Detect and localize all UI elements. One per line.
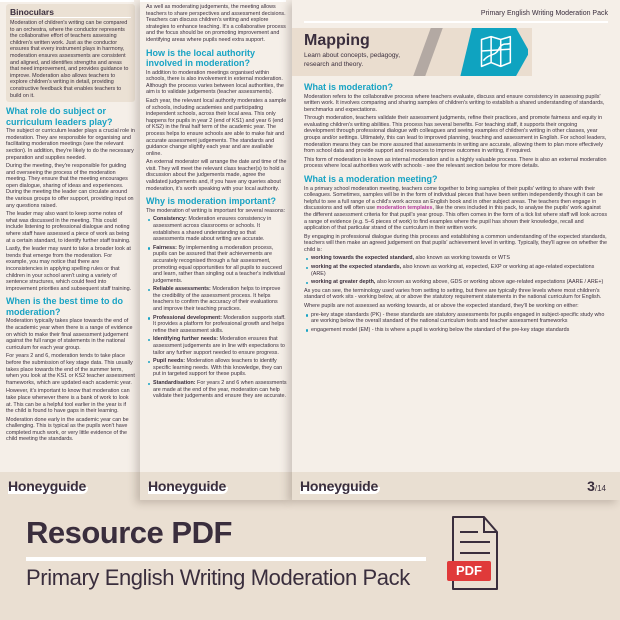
list-item: Reliable assessments: Moderation helps to improve the credibility of the assessment process. It helps teachers to confirm the accuracy of their evaluations and improve their teaching practices.	[148, 286, 287, 312]
paragraph: In a primary school moderation meeting, teachers come together to bring samples of their pupils' writing to share with their colleagues. Sometimes, samples will be in the form of individual pieces that have been written independently though it can be helpful to see a full range of a child's work across an English book and in other subject areas. The teachers then engage in discussions and will often use moderation templates, like the ones included in this pack, to analyse the pupils' work against the different assessment criteria for that pupil's year group. This often comes in the form of a tick list where staff will look across a range of evidence (e.g. 5–6 pieces of work) to find examples where the pupil has shown their knowledge, recall and application of that particular strand of the curriculum in their written work.	[304, 185, 608, 232]
list-item: Consistency: Moderation ensures consistency in assessment across classrooms or schools. It establishes a shared understanding so that assessments made about writing are accurate.	[148, 216, 287, 242]
heading: Why is moderation important?	[146, 196, 277, 207]
list-item: Standardisation: For years 2 and 6 when assessments are made at the end of the year, moderation can help validate their judgements and ensure they are accurate.	[148, 380, 287, 400]
list-item: working towards the expected standard, also known as working towards or WTS	[306, 255, 608, 262]
paragraph: The moderation of writing is important for several reasons:	[146, 207, 286, 214]
paragraph: During the meeting, they're responsible for guiding and overseeing the process of the moderation meeting. They ensure that the meeting encourages open dialogue, sharing of ideas and experiences. During the meeting the leader can circulate around the various groups to offer support, providing input on any questions raised.	[6, 163, 134, 209]
paragraph: As you can see, the terminology used varies from setting to setting, but there are typically three levels where most children's standard of work sits - working below, at or above the statutory requirement statements in the national curriculum for English.	[304, 287, 602, 301]
caption-divider	[26, 557, 426, 561]
box-title: Binoculars	[10, 7, 131, 18]
list-item: Identifying further needs: Moderation ensures that assessment judgements are in line with expectations to tailor any further support needed to ensure progress.	[148, 336, 287, 356]
other-standards-list	[306, 312, 608, 334]
list-item: Pupil needs: Moderation allows teachers to identify specific learning needs. With this knowledge, they can put in targeted support for these pupils.	[148, 358, 287, 378]
reasons-list	[148, 216, 287, 399]
divider	[0, 0, 134, 2]
page-footer	[0, 472, 140, 500]
heading: How is the local authority involved in moderation?	[146, 47, 256, 69]
paragraph: Lastly, the leader may want to take a broader look at trends that emerge from the moderation. For example, you may notice that there are inconsistencies in applying spelling rules or that children in your school aren't using a variety of sentence structures, which could feed into improvement priorities and subsequent staff training.	[6, 246, 132, 292]
divider	[304, 21, 608, 23]
heading: What is a moderation meeting?	[304, 174, 438, 185]
page-footer	[140, 472, 292, 500]
pdf-file-icon	[450, 515, 500, 591]
list-item: Professional development: Moderation supports staff. It provides a platform for professional growth and helps refine their assessment skills.	[148, 315, 287, 335]
paragraph: By engaging in professional dialogue during this process and establishing a common understanding of the expected standards, teachers will then make an agreed judgement on that pupils' achievement level in writing. Typically, they'll agree on whether the child is:	[304, 233, 608, 253]
levels-list	[306, 255, 608, 285]
paragraph: Moderation typically takes place towards the end of the academic year when there is a range of evidence on which to make their final assessment judgement against the full range of statements in the national curriculum for each year group.	[6, 318, 133, 351]
running-head: Primary English Writing Moderation Pack	[480, 10, 608, 17]
heading: What is moderation?	[304, 82, 394, 92]
honeyguide-logo: Honeyguide	[148, 478, 227, 494]
pdf-badge: PDF	[447, 561, 491, 581]
list-item: engagement model (EM) - this is where a pupil is working below the standard of the pre-key stage standards	[306, 327, 608, 334]
paragraph: This form of moderation is known as internal moderation and is a highly valuable process. There is also an external moderation process where local authorities work with schools - see the relevant section below for more details.	[304, 156, 607, 170]
banner-subtitle: Learn about concepts, pedagogy, research and theory.	[304, 52, 401, 68]
page-preview-2	[140, 0, 292, 500]
paragraph: As well as moderating judgements, the meeting allows teachers to share perspectives and assessment decisions. Teachers can discuss children's writing and explore strategies to enhance teaching. It's a collaborative process and the focus should be on promoting improvement and identifying areas where pupils need extra support.	[146, 4, 286, 43]
page-preview-3	[292, 0, 620, 500]
page-footer	[292, 472, 620, 500]
box-text: Moderation of children's writing can be compared to an orchestra, where the conductor represents the collaborative effort of teachers assessing children's written work. Just as the conductor ensures that every instrument plays in harmony, moderation ensures assessments are consistent and aligned, and identifies strengths and areas that need improvement, and provides guidance to improve. Moderation also allows teachers to explore children's writing in detail, providing constructive feedback that enables teachers to build on it.	[10, 20, 129, 99]
list-item: Fairness: By implementing a moderation process, pupils can be assured that their achievements are accurately recognised through a fair assessment, promoting equal opportunities for all pupils to succeed and learn, rather than singling out a teacher's individual judgements.	[148, 245, 287, 285]
paragraph: Where pupils are not assessed as working towards, at or above the expected standard, they'll be working on either:	[304, 303, 579, 310]
heading: What role do subject or curriculum leaders play?	[6, 106, 113, 127]
divider	[140, 0, 286, 2]
paragraph: Through moderation, teachers validate their assessment judgments, refine their practices, and promote fairness and equity in evaluating children's writing abilities. This process has several benefits. For teaching staff, it supports their ongoing development through professional dialogue with colleagues and seeing examples of children's writing in other classes, year groups and/or settings. Ultimately, this can lead to improved planning, teaching and assessment in English. For school leaders, moderation means they can be more assured that assessments in writing are accurate, allowing them to plan more effectively from school data and provide support and resources to improve outcomes in writing, if required.	[304, 115, 607, 155]
honeyguide-logo: Honeyguide	[300, 478, 379, 494]
paragraph: The leader may also want to keep some notes of what was discussed in the meeting. This could include listening to professional dialogue and noting where staff have assessed a piece of work as being at a certain standard, to identify further staff training.	[6, 211, 131, 244]
binoculars-box	[6, 4, 135, 102]
paragraph: In addition to moderation meetings organised within schools, there is also involvement in external moderation. Although the process varies between local authorities, the aim is to validate judgements (teacher assessments).	[146, 69, 284, 96]
list-item: pre-key stage standards (PK) - these standards are statutory assessments for pupils engaged in subject-specific study who are working below the overall standard of the national curriculum tests and teacher assessment frameworks	[306, 312, 608, 325]
list-item: working at the expected standards, also known as working at, expected, EXP or working at age-related expectations (ARE)	[306, 264, 608, 277]
paragraph: Moderation done early in the academic year can be challenging. This is typical as the pupils won't have completed much work, or very little evidence of the child meeting the standards.	[6, 416, 129, 443]
paragraph: For years 2 and 6, moderation tends to take place before the submission of key stage data. This usually takes place towards the end of the summer term, when you look at the KS1 or KS2 teacher assessment frameworks, which are updated each academic year.	[6, 353, 135, 386]
paragraph: An external moderator will arrange the date and time of the visit. They will meet the relevant class teacher(s) to hold a discussion about the judgements made, agree the validated judgements and, if you have any queries about moderation, it's worth speaking with your local authority.	[146, 159, 287, 192]
heading: When is the best time to do moderation?	[6, 296, 124, 317]
page-preview-1	[0, 0, 140, 500]
moderation-templates-link[interactable]: moderation templates	[376, 205, 433, 212]
caption-subtitle: Primary English Writing Moderation Pack	[26, 565, 410, 590]
caption-title: Resource PDF	[26, 515, 232, 550]
list-item: working at greater depth, also known as working above, GDS or working above age-related expectations (AARE / ARE+)	[306, 279, 608, 286]
map-icon	[460, 28, 528, 76]
paragraph: However, it's important to know that moderation can take place whenever there is a bank of work to look at. This can be a helpful tool earlier in the year is if the child is found to have gaps in their learning.	[6, 388, 130, 415]
paragraph: Each year, the relevant local authority moderates a sample of schools, including academies and participating independent schools, across their local area. This only happens for pupils in year 2 (end of KS1) and year 6 (end of KS2) in the final half term of the academic year. The process helps to ensure schools are able to make fair and accurate assessment judgements. The standards and guidance change slightly each year and are available online.	[146, 97, 287, 157]
honeyguide-logo: Honeyguide	[8, 478, 87, 494]
paragraph: Moderation refers to the collaborative process where teachers evaluate, discuss and ensure consistency in assessing pupils' written work. It involves comparing and sharing samples of children's writing to establish a shared understanding of standards, benchmarks and expectations.	[304, 93, 605, 113]
paragraph: The subject or curriculum leader plays a crucial role in moderation. They are responsible for organising and facilitating moderation meetings (see the relevant section). In addition, they're likely to do the necessary preparation and supplies needed.	[6, 128, 135, 161]
page-number: 3/14	[587, 478, 606, 494]
banner-title: Mapping	[304, 32, 370, 49]
